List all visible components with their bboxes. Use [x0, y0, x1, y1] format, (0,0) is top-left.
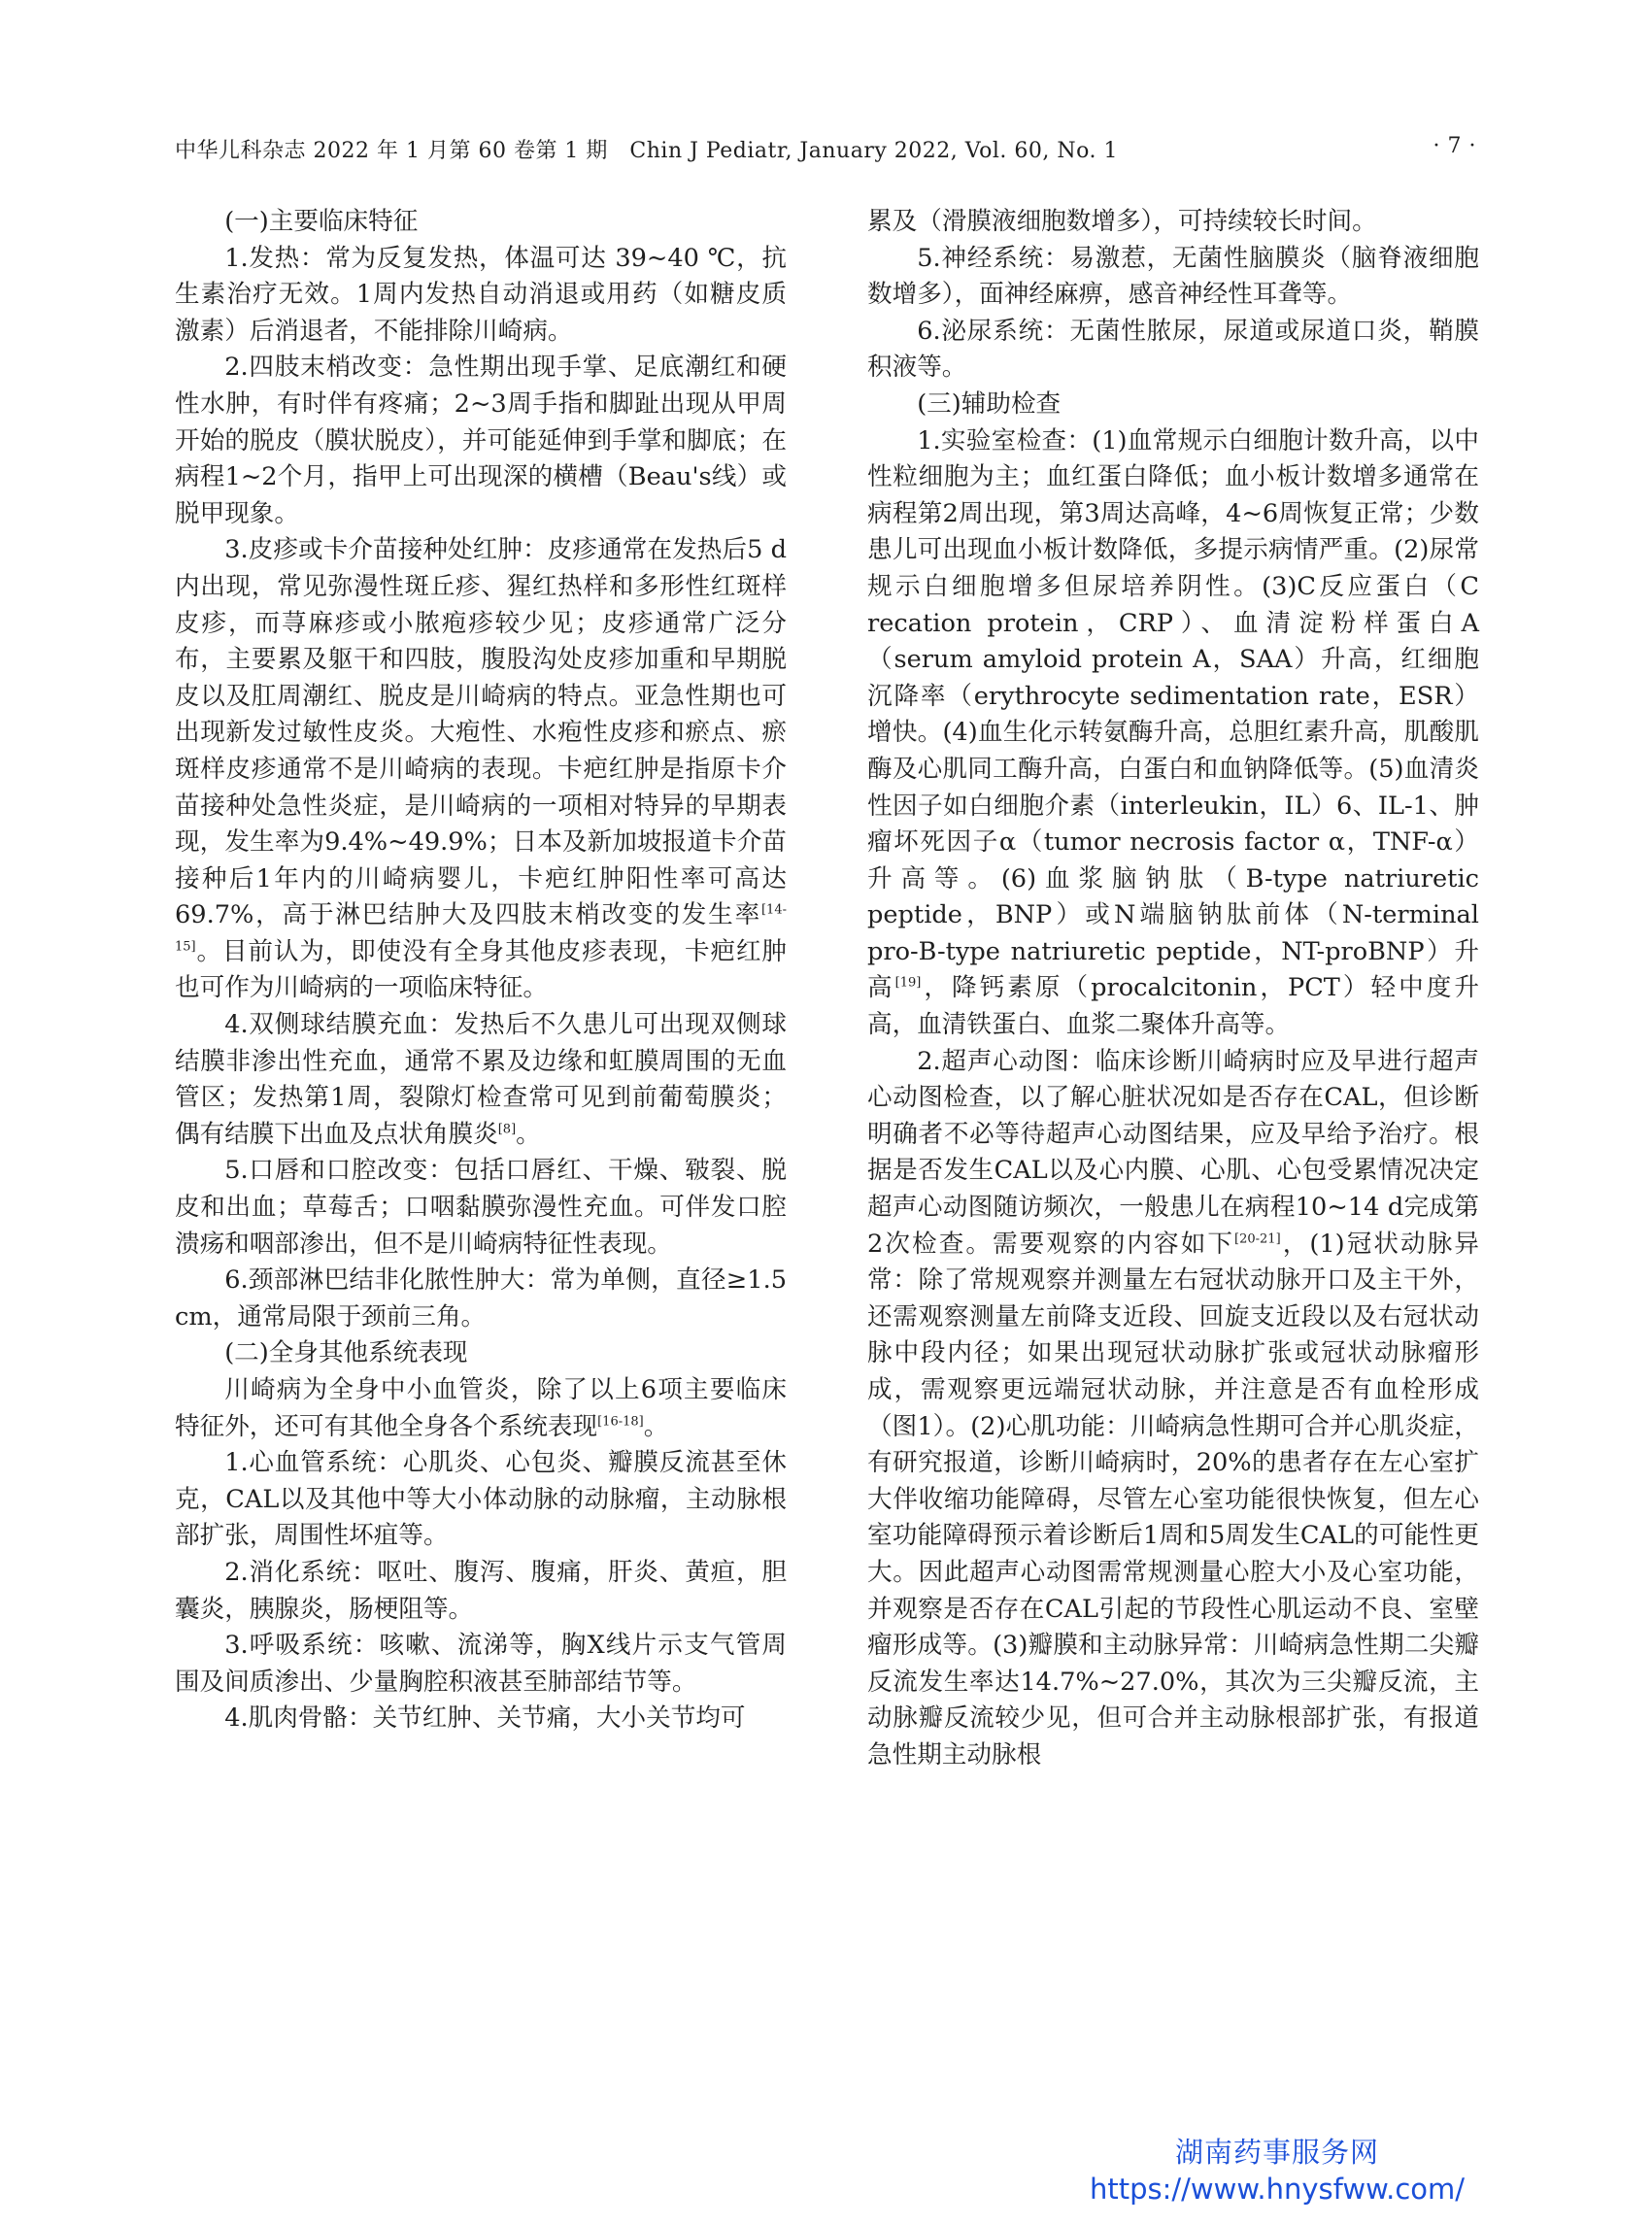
paragraph: [175, 350, 787, 532]
paragraph-text: 1.实验室检查：(1)血常规示白细胞计数升高，以中性粒细胞为主；血红蛋白降低；血小板计数增多通常在病程第2周出现，第3周达高峰，4~6周恢复正常；少数患儿可出现血小板计数降低，多提示病情严重。(2)尿常规示白细胞增多但尿培养阴性。(3)C反应蛋白（C recation protein，CRP）、血清淀粉样蛋白A（serum amyloid protein A，SAA）升高，红细胞沉降率（erythrocyte sedimentation rate，ESR）增快。(4)血生化示转氨酶升高，总胆红素升高，肌酸肌酶及心肌同工酶升高，白蛋白和血钠降低等。(5)血清炎性因子如白细胞介素（interleukin，IL）6、IL-1、肿瘤坏死因子α（tumor necrosis factor α，TNF-α）升高等。(6)血浆脑钠肽（B-type natriuretic peptide，BNP）或N端脑钠肽前体（N-terminal pro-B-type natriuretic peptide，NT-proBNP）升高: [867, 425, 1479, 1003]
paragraph-text: 川崎病为全身中小血管炎，除了以上6项主要临床特征外，还可有其他全身各个系统表现: [175, 1375, 787, 1441]
paragraph: [867, 204, 1479, 241]
paragraph-text: 4.双侧球结膜充血：发热后不久患儿可出现双侧球结膜非渗出性充血，通常不累及边缘和虹膜周围的无血管区；发热第1周，裂隙灯检查常可见到前葡萄膜炎；偶有结膜下出血及点状角膜炎: [175, 1010, 787, 1149]
paragraph-text: 2.消化系统：呕吐、腹泻、腹痛，肝炎、黄疸，胆囊炎，胰腺炎，肠梗阻等。: [175, 1557, 787, 1624]
paragraph: [867, 423, 1479, 1044]
paragraph-text-tail: ，降钙素原（procalcitonin，PCT）轻中度升高，血清铁蛋白、血浆二聚体升高等。: [867, 973, 1479, 1040]
paragraph: [175, 1335, 787, 1372]
paragraph-text: 6.颈部淋巴结非化脓性肿大：常为单侧，直径≥1.5 cm，通常局限于颈前三角。: [175, 1265, 787, 1332]
right-column: [867, 204, 1479, 1774]
paragraph-text: 3.呼吸系统：咳嗽、流涕等，胸X线片示支气管周围及间质渗出、少量胸腔积液甚至肺部结节等。: [175, 1631, 787, 1697]
journal-citation: 中华儿科杂志 2022 年 1 月第 60 卷第 1 期 Chin J Pediatr, January 2022, Vol. 60, No. 1: [175, 139, 1118, 163]
paragraph: [175, 532, 787, 1007]
watermark-url: https://www.hnysfww.com/: [1089, 2173, 1466, 2206]
paragraph: [175, 1628, 787, 1701]
left-column: [175, 204, 787, 1737]
paragraph-text: 累及（滑膜液细胞数增多），可持续较长时间。: [867, 207, 1377, 236]
watermark: [1054, 2133, 1500, 2207]
citation-ref: [19]: [894, 975, 922, 991]
paragraph: [175, 1372, 787, 1445]
paragraph-text: 2.四肢末梢改变：急性期出现手掌、足底潮红和硬性水肿，有时伴有疼痛；2~3周手指和脚趾出现从甲周开始的脱皮（膜状脱皮），并可能延伸到手掌和脚底；在病程1~2个月，指甲上可出现深的横槽（Beau's线）或脱甲现象。: [175, 353, 787, 528]
paragraph: [175, 1701, 787, 1737]
citation-ref: [14-15]: [175, 902, 787, 955]
paragraph: [867, 1044, 1479, 1774]
paragraph-text: (二)全身其他系统表现: [224, 1338, 468, 1368]
paragraph-text-tail: 。: [643, 1411, 669, 1441]
paragraph: [175, 1007, 787, 1153]
citation-ref: [16-18]: [597, 1414, 644, 1430]
paragraph-text: 3.皮疹或卡介苗接种处红肿：皮疹通常在发热后5 d内出现，常见弥漫性斑丘疹、猩红热样和多形性红斑样皮疹，而荨麻疹或小脓疱疹较少见；皮疹通常广泛分布，主要累及躯干和四肢，腹股沟处皮疹加重和早期脱皮以及肛周潮红、脱皮是川崎病的特点。亚急性期也可出现新发过敏性皮炎。大疱性、水疱性皮疹和瘀点、瘀斑样皮疹通常不是川崎病的表现。卡疤红肿是指原卡介苗接种处急性炎症，是川崎病的一项相对特异的早期表现，发生率为9.4%~49.9%；日本及新加坡报道卡介苗接种后1年内的川崎病婴儿，卡疤红肿阳性率可高达69.7%，高于淋巴结肿大及四肢末梢改变的发生率: [175, 535, 787, 930]
paragraph-text: 1.发热：常为反复发热，体温可达 39~40 ℃，抗生素治疗无效。1周内发热自动消退或用药（如糖皮质激素）后消退者，不能排除川崎病。: [175, 243, 787, 346]
paragraph: [175, 1153, 787, 1263]
paragraph: [867, 314, 1479, 387]
paragraph: [175, 1445, 787, 1555]
paragraph-text: (三)辅助检查: [917, 388, 1062, 419]
paragraph-text: 2.超声心动图：临床诊断川崎病时应及早进行超声心动图检查，以了解心脏状况如是否存在CAL，但诊断明确者不必等待超声心动图结果，应及早给予治疗。根据是否发生CAL以及心内膜、心肌、心包受累情况决定超声心动图随访频次，一般患儿在病程10~14 d完成第2次检查。需要观察的内容如下: [867, 1046, 1479, 1259]
page-number: · 7 ·: [1433, 134, 1476, 158]
paragraph: [175, 1555, 787, 1628]
watermark-site-name: 湖南药事服务网: [1174, 2136, 1379, 2169]
paragraph-text: 5.神经系统：易激惹，无菌性脑膜炎（脑脊液细胞数增多），面神经麻痹，感音神经性耳聋等。: [867, 243, 1479, 310]
running-header: [175, 134, 1476, 165]
paragraph-text: 1.心血管系统：心肌炎、心包炎、瓣膜反流甚至休克，CAL以及其他中等大小体动脉的动脉瘤，主动脉根部扩张，周围性坏疽等。: [175, 1448, 787, 1551]
paragraph-text: 5.口唇和口腔改变：包括口唇红、干燥、皲裂、脱皮和出血；草莓舌；口咽黏膜弥漫性充血。可伴发口腔溃疡和咽部渗出，但不是川崎病特征性表现。: [175, 1156, 787, 1259]
paragraph: [175, 1263, 787, 1335]
citation-ref: [8]: [497, 1122, 517, 1137]
paragraph: [867, 387, 1479, 423]
paragraph: [867, 241, 1479, 314]
paragraph-text: 6.泌尿系统：无菌性脓尿，尿道或尿道口炎，鞘膜积液等。: [867, 316, 1479, 383]
paragraph-text-tail: ，(1)冠状动脉异常：除了常规观察并测量左右冠状动脉开口及主干外，还需观察测量左前降支近段、回旋支近段以及右冠状动脉中段内径；如果出现冠状动脉扩张或冠状动脉瘤形成，需观察更远端冠状动脉，并注意是否有血栓形成（图1）。(2)心肌功能：川崎病急性期可合并心肌炎症，有研究报道，诊断川崎病时，20%的患者存在左心室扩大伴收缩功能障碍，尽管左心室功能很快恢复，但左心室功能障碍预示着诊断后1周和5周发生CAL的可能性更大。因此超声心动图需常规测量心腔大小及心室功能，并观察是否存在CAL引起的节段性心肌运动不良、室壁瘤形成等。(3)瓣膜和主动脉异常：川崎病急性期二尖瓣反流发生率达14.7%~27.0%，其次为三尖瓣反流，主动脉瓣反流较少见，但可合并主动脉根部扩张，有报道急性期主动脉根: [867, 1229, 1479, 1770]
paragraph-text: (一)主要临床特征: [224, 207, 419, 236]
citation-ref: [20-21]: [1234, 1231, 1281, 1247]
paragraph: [175, 241, 787, 351]
paragraph-text-tail: 。: [516, 1119, 541, 1149]
paragraph-text-tail: 。目前认为，即使没有全身其他皮疹表现，卡疤红肿也可作为川崎病的一项临床特征。: [175, 936, 787, 1003]
paragraph: [175, 204, 787, 241]
paragraph-text: 4.肌肉骨骼：关节红肿、关节痛，大小关节均可: [224, 1703, 746, 1734]
